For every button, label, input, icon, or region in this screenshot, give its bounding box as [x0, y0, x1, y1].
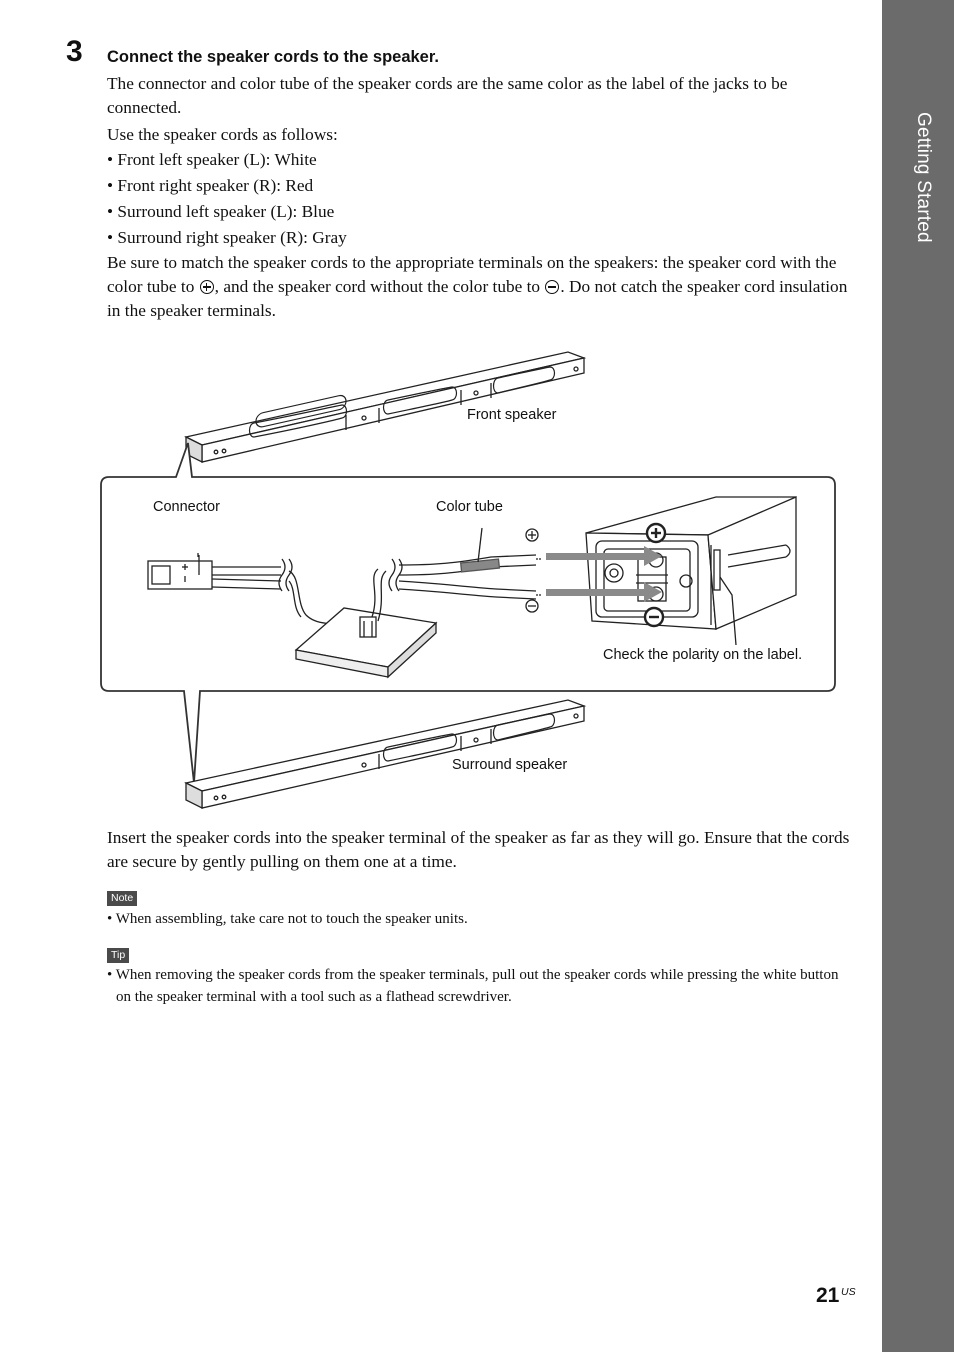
step-body — [107, 72, 857, 323]
match-cords-text — [107, 251, 857, 323]
page-number: 21 — [816, 1284, 840, 1307]
insert-instructions — [107, 826, 857, 874]
minus-symbol-icon — [545, 280, 559, 294]
page-region-suffix: US — [841, 1286, 856, 1298]
note-text — [107, 908, 857, 930]
tip-text — [107, 964, 857, 1008]
speaker-connection-figure — [96, 345, 846, 815]
tip-item: • When removing the speaker cords from the speaker terminals, pull out the speaker cords while pressing the white button on the speaker terminal with a tool such as a flathead screwdriver. — [107, 967, 839, 1005]
tip-badge: Tip — [107, 948, 129, 963]
list-item: • Surround left speaker (L): Blue — [107, 202, 335, 221]
cord-color-list — [107, 147, 857, 251]
note-item: • When assembling, take care not to touch the speaker units. — [107, 911, 468, 927]
step-number: 3 — [66, 35, 83, 68]
list-item: • Front right speaker (R): Red — [107, 176, 314, 195]
match-text-part3: . Do not catch the speaker cord insulation in the speaker terminals. — [107, 277, 848, 320]
use-as-follows-text: Use the speaker cords as follows: — [107, 125, 338, 144]
note-badge: Note — [107, 891, 137, 906]
surround-speaker-bar — [186, 700, 584, 808]
front-speaker-label: Front speaker — [467, 407, 557, 423]
color-tube-label: Color tube — [436, 499, 503, 515]
surround-speaker-label: Surround speaker — [452, 757, 568, 773]
sidebar-section-label: Getting Started — [913, 112, 934, 243]
check-polarity-label: Check the polarity on the label. — [603, 647, 803, 663]
match-text-part1: Be sure to match the speaker cords to the appropriate terminals on the speakers: the speaker cord with the color tube to — [107, 253, 837, 296]
connector-label: Connector — [153, 499, 220, 515]
step-heading: Connect the speaker cords to the speaker. — [107, 48, 439, 66]
list-item: • Front left speaker (L): White — [107, 150, 317, 169]
plus-symbol-icon — [200, 280, 214, 294]
match-text-part2: , and the speaker cord without the color tube to — [214, 277, 545, 296]
insert-text: Insert the speaker cords into the speaker terminal of the speaker as far as they will go. Ensure that the cords are secure by gently pulling on them one at a time. — [107, 828, 850, 871]
list-item: • Surround right speaker (R): Gray — [107, 228, 347, 247]
intro-text: The connector and color tube of the speaker cords are the same color as the label of the jacks to be connected. — [107, 74, 788, 117]
